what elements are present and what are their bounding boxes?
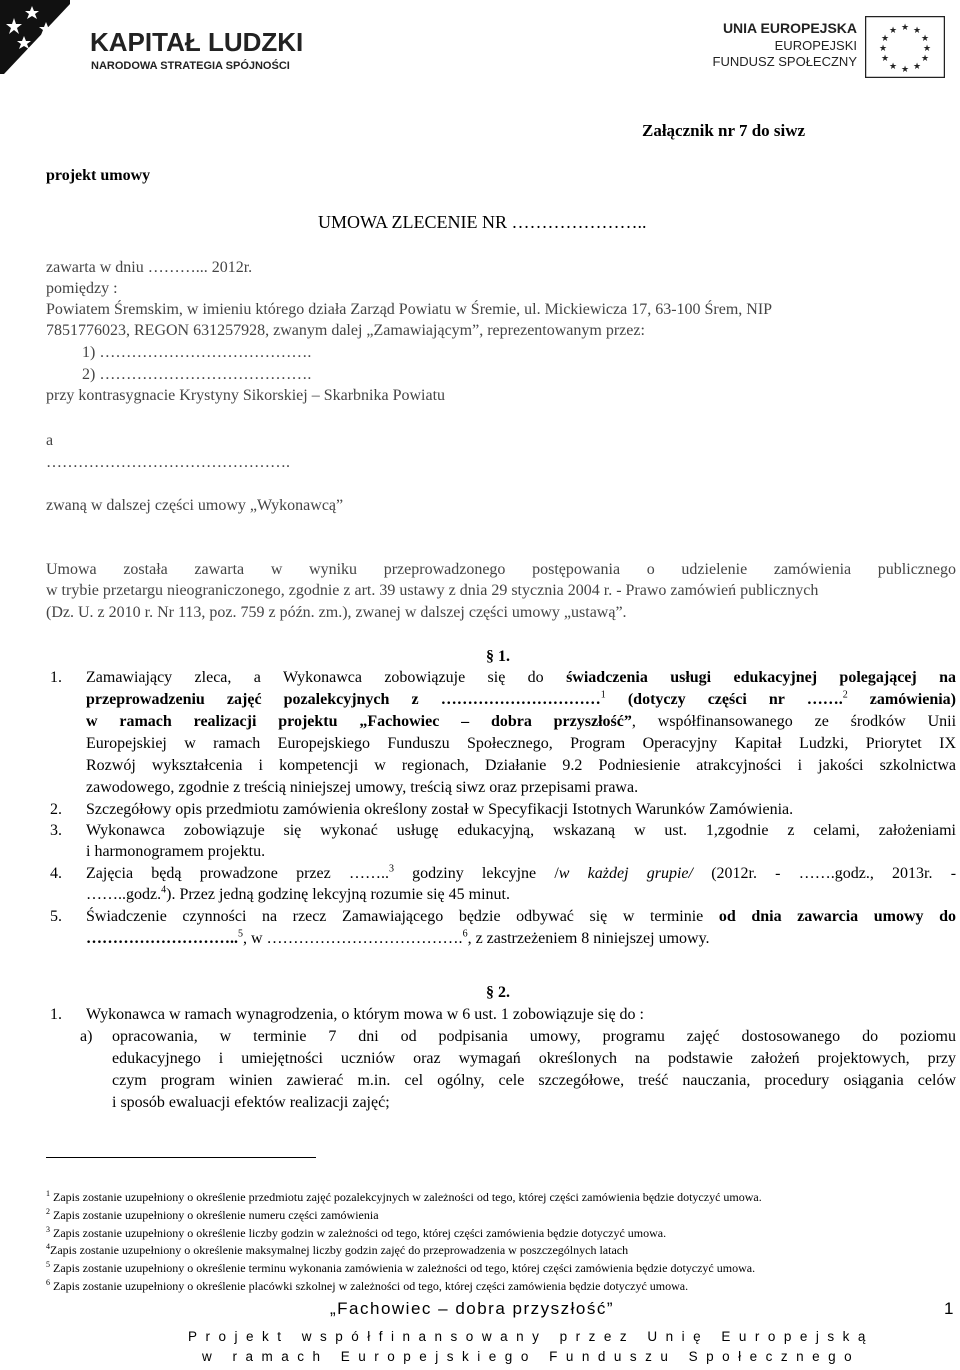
s1-item5-line1 xyxy=(86,907,956,927)
s1-item4-line1 xyxy=(86,864,956,884)
svg-text:★: ★ xyxy=(888,25,898,35)
s1-item4-line2 xyxy=(86,885,510,905)
footnote-6 xyxy=(46,1279,688,1293)
svg-text:★: ★ xyxy=(880,33,890,43)
s1-item1-line4: Europejskiej w ramach Europejskiego Funduszu Społecznego, Program Operacyjny Kapitał Ludzki, Priorytet IX xyxy=(86,735,956,752)
svg-text:★: ★ xyxy=(900,22,910,32)
footnote-ref-4: 4 xyxy=(161,884,167,896)
footnote-text: Zapis zostanie uzupełniony o określenie terminu wykonania zamówienia w zależności od tego, której części zamówienia będzie dotyczyć umowa. xyxy=(50,1261,756,1275)
footnote-number: 4 xyxy=(46,1242,50,1251)
section-2-number: 2. xyxy=(498,984,510,1001)
footnote-ref-3: 3 xyxy=(388,863,394,875)
footer-slogan: „Fachowiec – dobra przyszłość” xyxy=(330,1299,615,1318)
footnote-text: Zapis zostanie uzupełniony o określenie placówki szkolnej w zależności od tego, której części zamówienia będzie dotyczyć umowa. xyxy=(50,1279,689,1293)
section-1-heading xyxy=(486,647,510,667)
s2-a-line2: edukacyjnego i umiejętności uczniów oraz wymagań określonych na podstawie założeń projektowych, przy xyxy=(112,1050,956,1067)
footnote-ref-6: 6 xyxy=(462,928,468,940)
s1-item1-text-b: świadczenia usługi edukacyjnej polegającej na xyxy=(566,669,956,686)
footer-line-2: w ramach Europejskiego Funduszu Społecznego xyxy=(202,1349,861,1364)
s1-item5-number: 5. xyxy=(50,908,62,925)
s1-item1-line2 xyxy=(86,690,956,710)
s1-item4-l1-a: Zajęcia będą prowadzone przez …….. xyxy=(86,865,389,882)
footnote-text: Zapis zostanie uzupełniony o określenie numeru części zamówienia xyxy=(50,1208,379,1222)
s1-item1-line5: Rozwój wykształcenia i kompetencji w regionach, Działanie 9.2 Podniesienie atrakcyjności i jakości szkolnictwa xyxy=(86,757,956,774)
s2-item1-number: 1. xyxy=(50,1006,62,1023)
section-1-number: 1. xyxy=(498,648,510,665)
s1-item3-line1: Wykonawca zobowiązuje się wykonać usługę edukacyjną, wskazaną w ust. 1,zgodnie z celami, założeniami xyxy=(86,822,956,839)
s1-item1-l3-a: w ramach realizacji projektu „Fachowiec – dobra przyszłość” xyxy=(86,713,632,730)
eu-flag-icon xyxy=(865,16,945,78)
representative-1: 1) …………………………………. xyxy=(82,344,312,361)
svg-text:★: ★ xyxy=(920,53,930,63)
footnote-number: 1 xyxy=(46,1189,50,1198)
s1-item4-l1-italic: w każdej grupie/ xyxy=(558,865,693,882)
s2-a-line1: opracowania, w terminie 7 dni od podpisania umowy, programu zajęć dostosowanego do poziomu xyxy=(112,1028,956,1045)
section-symbol: § xyxy=(486,984,494,1001)
footnote-number: 5 xyxy=(46,1260,50,1269)
footnote-text: Zapis zostanie uzupełniony o określenie liczby godzin w zależności od tego, której części zamówienia będzie dotyczyć umowa. xyxy=(50,1226,667,1240)
footnote-5 xyxy=(46,1261,755,1275)
s1-item1-line1 xyxy=(86,668,956,688)
s1-item2-text: Szczegółowy opis przedmiotu zamówienia określony został w Specyfikacji Istotnych Warunków Zamówienia. xyxy=(86,801,794,818)
s1-item1-line3 xyxy=(86,712,956,732)
intro-line-2: w trybie przetargu nieograniczonego, zgodnie z art. 39 ustawy z dnia 29 stycznia 2004 r. - Prawo zamówień publicznych xyxy=(46,582,819,599)
footnote-3 xyxy=(46,1226,666,1240)
s1-item1-l2-a: przeprowadzeniu zajęć pozalekcyjnych z ………………………… xyxy=(86,691,601,708)
s1-item4-l2-b: ). Przez jedną godzinę lekcyjną rozumie się 45 minut. xyxy=(166,886,510,903)
party-line-2: 7851776023, REGON 631257928, zwanym dalej „Zamawiającym”, reprezentowanym przez: xyxy=(46,322,645,339)
attachment-label: Załącznik nr 7 do siwz xyxy=(642,121,806,140)
footnote-separator xyxy=(46,1157,316,1158)
section-2-heading xyxy=(486,983,510,1003)
s1-item1-l2-c: zamówienia) xyxy=(847,691,957,708)
date-line: zawarta w dniu ………... 2012r. xyxy=(46,259,253,276)
representative-2: 2) …………………………………. xyxy=(82,366,312,383)
s1-item2-number: 2. xyxy=(50,801,62,818)
s2-a-label: a) xyxy=(80,1028,93,1045)
s1-item5-line2 xyxy=(86,929,710,949)
and-label: a xyxy=(46,432,54,449)
svg-text:★: ★ xyxy=(880,53,890,63)
s1-item1-number: 1. xyxy=(50,669,62,686)
s1-item1-line6: zawodowego, zgodnie z treścią niniejszej umowy, treścią siwz oraz przepisami prawa. xyxy=(86,779,639,796)
s1-item1-l2-b: (dotyczy części nr ……. xyxy=(605,691,843,708)
intro-line-3: (Dz. U. z 2010 r. Nr 113, poz. 759 z późn. zm.), zwanej w dalszej części umowy „ustawą”. xyxy=(46,604,627,621)
s1-item3-line2: i harmonogramem projektu. xyxy=(86,843,266,860)
s1-item4-l1-c: (2012r. - …….godz., 2013r. - xyxy=(692,865,957,882)
footnote-number: 3 xyxy=(46,1225,50,1234)
footnote-text: Zapis zostanie uzupełniony o określenie przedmiotu zajęć pozalekcyjnych w zależności od tego, której części zamówienia będzie dotyczyć umowa. xyxy=(50,1190,762,1204)
svg-text:★: ★ xyxy=(922,43,932,53)
logo-right-line2: EUROPEJSKI xyxy=(774,38,857,53)
s2-a-line3: czym program winien zawierać m.in. cel ogólny, cele szczegółowe, treść nauczania, procedury osiągania celów xyxy=(112,1072,956,1089)
kapital-ludzki-logo xyxy=(0,0,304,85)
party-line-1: Powiatem Śremskim, w imieniu którego działa Zarząd Powiatu w Śremie, ul. Mickiewicza 17, 63-100 Śrem, NIP xyxy=(46,301,773,318)
s1-item1-text-a: Zamawiający zleca, a Wykonawca zobowiązuje się do xyxy=(86,669,567,686)
footnote-text: Zapis zostanie uzupełniony o określenie maksymalnej liczby godzin zajęć do przeprowadzenia w poszczególnych latach xyxy=(50,1243,629,1257)
s2-item1-text: Wykonawca w ramach wynagrodzenia, o którym mowa w 6 ust. 1 zobowiązuje się do : xyxy=(86,1006,644,1023)
footnote-number: 6 xyxy=(46,1278,50,1287)
logo-right-line3: FUNDUSZ SPOŁECZNY xyxy=(712,54,857,69)
footnote-ref-1: 1 xyxy=(600,689,606,701)
intro-line-1: Umowa została zawarta w wyniku przeprowadzonego postępowania o udzielenie zamówienia publicznego xyxy=(46,561,956,578)
eu-logo xyxy=(700,10,950,85)
s1-item4-l2-a: ……..godz. xyxy=(86,886,162,903)
logo-left-subtitle: NARODOWA STRATEGIA SPÓJNOŚCI xyxy=(91,60,290,72)
footnote-number: 2 xyxy=(46,1207,50,1216)
page-number: 1 xyxy=(944,1299,954,1318)
svg-text:★: ★ xyxy=(878,43,888,53)
footer-line-1: Projekt współfinansowany przez Unię Europejską xyxy=(188,1329,874,1344)
s1-item5-l2-c: , z zastrzeżeniem 8 niniejszej umowy. xyxy=(467,930,710,947)
svg-text:★: ★ xyxy=(888,61,898,71)
svg-text:★: ★ xyxy=(900,64,910,74)
contractor-dots: ………………………………………. xyxy=(46,454,290,471)
s1-item5-l2-b: , w ………………………………. xyxy=(243,930,463,947)
s2-a-line4: i sposób ewaluacji efektów realizacji zajęć; xyxy=(112,1094,390,1111)
s1-item5-l1-a: Świadczenie czynności na rzecz Zamawiającego będzie odbywać się w terminie xyxy=(86,908,719,925)
logo-left-title: KAPITAŁ LUDZKI xyxy=(90,27,304,57)
s1-item5-l2-a: ……………………….. xyxy=(86,930,238,947)
s1-item4-l1-b: godziny lekcyjne / xyxy=(393,865,559,882)
footnote-ref-5: 5 xyxy=(238,928,243,940)
contractor-named: zwaną w dalszej części umowy „Wykonawcą” xyxy=(46,497,344,514)
svg-text:★: ★ xyxy=(920,33,930,43)
project-label: projekt umowy xyxy=(46,167,151,184)
countersign-line: przy kontrasygnacie Krystyny Sikorskiej – Skarbnika Powiatu xyxy=(46,387,446,404)
footnote-4 xyxy=(46,1243,628,1257)
s1-item4-number: 4. xyxy=(50,865,62,882)
footnote-ref-2: 2 xyxy=(842,689,848,701)
s1-item3-number: 3. xyxy=(50,822,62,839)
contract-title: UMOWA ZLECENIE NR ………………….. xyxy=(318,212,647,232)
svg-text:★: ★ xyxy=(912,61,922,71)
s1-item5-l1-b: od dnia zawarcia umowy do xyxy=(718,908,956,925)
footnote-2 xyxy=(46,1208,379,1222)
between-label: pomiędzy : xyxy=(46,280,118,297)
kapital-ludzki-emblem-icon xyxy=(0,0,74,76)
logo-right-line1: UNIA EUROPEJSKA xyxy=(722,20,857,36)
footnote-1 xyxy=(46,1190,762,1204)
section-symbol: § xyxy=(486,648,494,665)
svg-text:★: ★ xyxy=(912,25,922,35)
s1-item1-l3-b: , współfinansowanego ze środków Unii xyxy=(631,713,957,730)
